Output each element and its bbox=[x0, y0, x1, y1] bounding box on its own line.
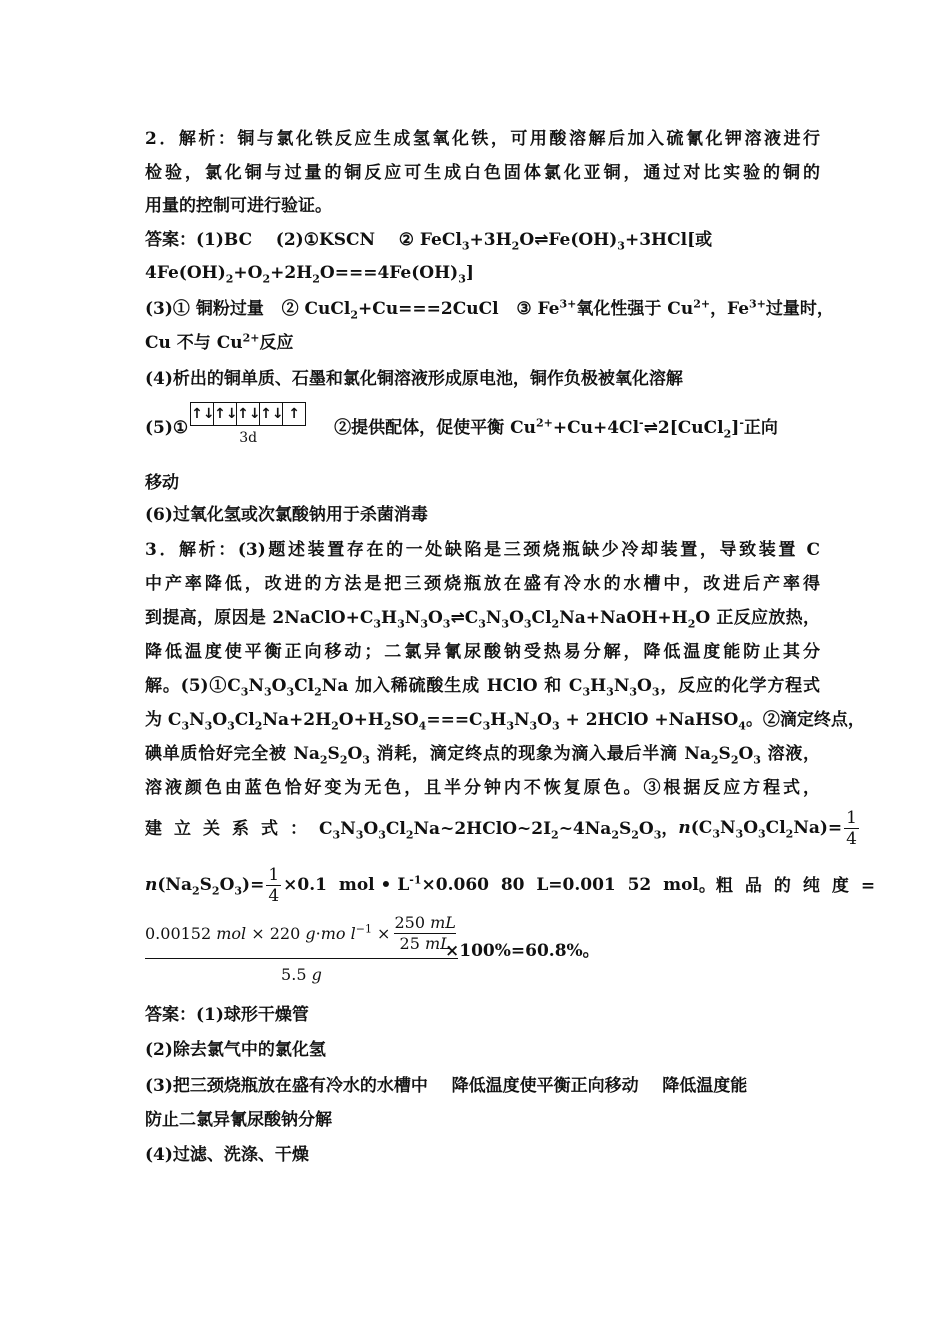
purity-calculation bbox=[145, 913, 458, 984]
q2-answer-line-2: $4Fe(OH)_2+O_2+2H_2O===4Fe(OH)_3$] bbox=[145, 263, 474, 286]
orbital-box: ↑↓ bbox=[237, 403, 260, 425]
purity-numerator: 0.00152 mol × 220 g·mo $l^{-1}$ × $\frac{250 mL}{25 mL}$ bbox=[145, 913, 458, 959]
q3-answer-1: 答案：(1)球形干燥管 bbox=[145, 1005, 309, 1025]
q2-answer-6: (6)过氧化氢或次氯酸钠用于杀菌消毒 bbox=[145, 505, 428, 525]
q2-answer-5 bbox=[145, 402, 778, 448]
orbital-box: ↑ bbox=[288, 406, 301, 422]
q3-analysis-line-7: 碘单质恰好完全被 $Na_2S_2O_3$ 消耗，滴定终点的现象为滴入最后半滴 $Na_2S_2O_3$ 溶液， bbox=[145, 744, 821, 767]
q3-analysis-line-8: 溶液颜色由蓝色恰好变为无色，且半分钟内不恢复原色。③根据反应方程式， bbox=[145, 778, 820, 798]
q3-analysis-line-4: 降低温度使平衡正向移动；二氯异氰尿酸钠受热易分解，降低温度能防止其分 bbox=[145, 642, 820, 662]
q2-analysis-line-2: 检验，氯化铜与过量的铜反应可生成白色固体氯化亚铜，通过对比实验的铜的 bbox=[145, 163, 820, 183]
q2-answer-3a: (3)① 铜粉过量 ② CuCl$_2$+Cu===2CuCl ③ $Fe^{3+}$氧化性强于 $Cu^{2+}$，$Fe^{3+}$过量时， bbox=[145, 297, 834, 322]
q3-answer-3b: 防止二氯异氰尿酸钠分解 bbox=[145, 1110, 332, 1130]
q3-answer-4: (4)过滤、洗涤、干燥 bbox=[145, 1145, 309, 1165]
q3-analysis-line-3: 到提高，原因是 $2NaClO+C_3H_3N_3O_3\rightleftharpoons C_3N_3O_3Cl_2Na+NaOH+H_2O$ 正反应放热， bbox=[145, 608, 820, 631]
orbital-label: 3d bbox=[239, 430, 258, 446]
q2-answer-5-text: ②提供配体，促使平衡 $Cu^{2+}+Cu+4Cl^-\rightleftharpoons 2[CuCl_2]^-$正向 bbox=[334, 416, 778, 441]
orbital-box: ↑↓ bbox=[260, 403, 283, 425]
q2-analysis-line-3: 用量的控制可进行验证。 bbox=[145, 196, 332, 216]
q2-answer-3b: Cu 不与 $Cu^{2+}$反应 bbox=[145, 331, 294, 353]
purity-result: ×100%=60.8%。 bbox=[445, 941, 600, 961]
orbital-box: ↑↓ bbox=[214, 403, 237, 425]
q2-answer-4: (4)析出的铜单质、石墨和氯化铜溶液形成原电池，铜作负极被氧化溶解 bbox=[145, 369, 683, 389]
q3-analysis-line-1: 3．解析：(3)题述装置存在的一处缺陷是三颈烧瓶缺少冷却装置，导致装置 C bbox=[145, 540, 820, 560]
q2-answer-5b: 移动 bbox=[145, 473, 179, 493]
orbital-diagram bbox=[190, 402, 306, 448]
q3-answer-3a: (3)把三颈烧瓶放在盛有冷水的水槽中 降低温度使平衡正向移动 降低温度能 bbox=[145, 1076, 748, 1096]
q3-answer-2: (2)除去氯气中的氯化氢 bbox=[145, 1040, 326, 1060]
q2-analysis-line-1: 2．解析：铜与氯化铁反应生成氢氧化铁，可用酸溶解后加入硫氰化钾溶液进行 bbox=[145, 129, 820, 149]
q2-answer-5-prefix: (5)① bbox=[145, 418, 189, 438]
q3-analysis-line-10: $n(Na_2S_2O_3)=$ $\frac{1}{4}$ ×0.1 mol • $L^{-1}\times 0.060$ 80 L=0.001 52 mol 。 粗品的纯度= bbox=[145, 865, 888, 906]
q3-analysis-line-5: 解。$(5)①C_3N_3O_3Cl_2Na$ 加入稀硫酸生成 HClO 和 $C_3H_3N_3O_3$，反应的化学方程式 bbox=[145, 676, 821, 699]
q3-analysis-line-6: 为 $C_3N_3O_3Cl_2Na+2H_2O+H_2SO_4===C_3H_3N_3O_3$ + 2HClO +NaHSO$_4$。②滴定终点， bbox=[145, 710, 865, 733]
q2-answer-line-1: 答案：(1)BC (2)①KSCN ② $FeCl_3+3H_2O\rightleftharpoons Fe(OH)_3+3HCl$[或 bbox=[145, 230, 713, 253]
purity-denominator: 5.5 g bbox=[281, 965, 322, 984]
q3-analysis-line-2: 中产率降低，改进的方法是把三颈烧瓶放在盛有冷水的水槽中，改进后产率得 bbox=[145, 574, 820, 594]
orbital-box: ↑↓ bbox=[191, 403, 214, 425]
q3-analysis-line-9: 建立关系式： $C_3N_3O_3Cl_2Na\sim 2HClO\sim 2I_2\sim 4Na_2S_2O_3$ ， $n(C_3N_3O_3Cl_2Na)=$ $\frac{1}{4}$ bbox=[145, 808, 857, 849]
